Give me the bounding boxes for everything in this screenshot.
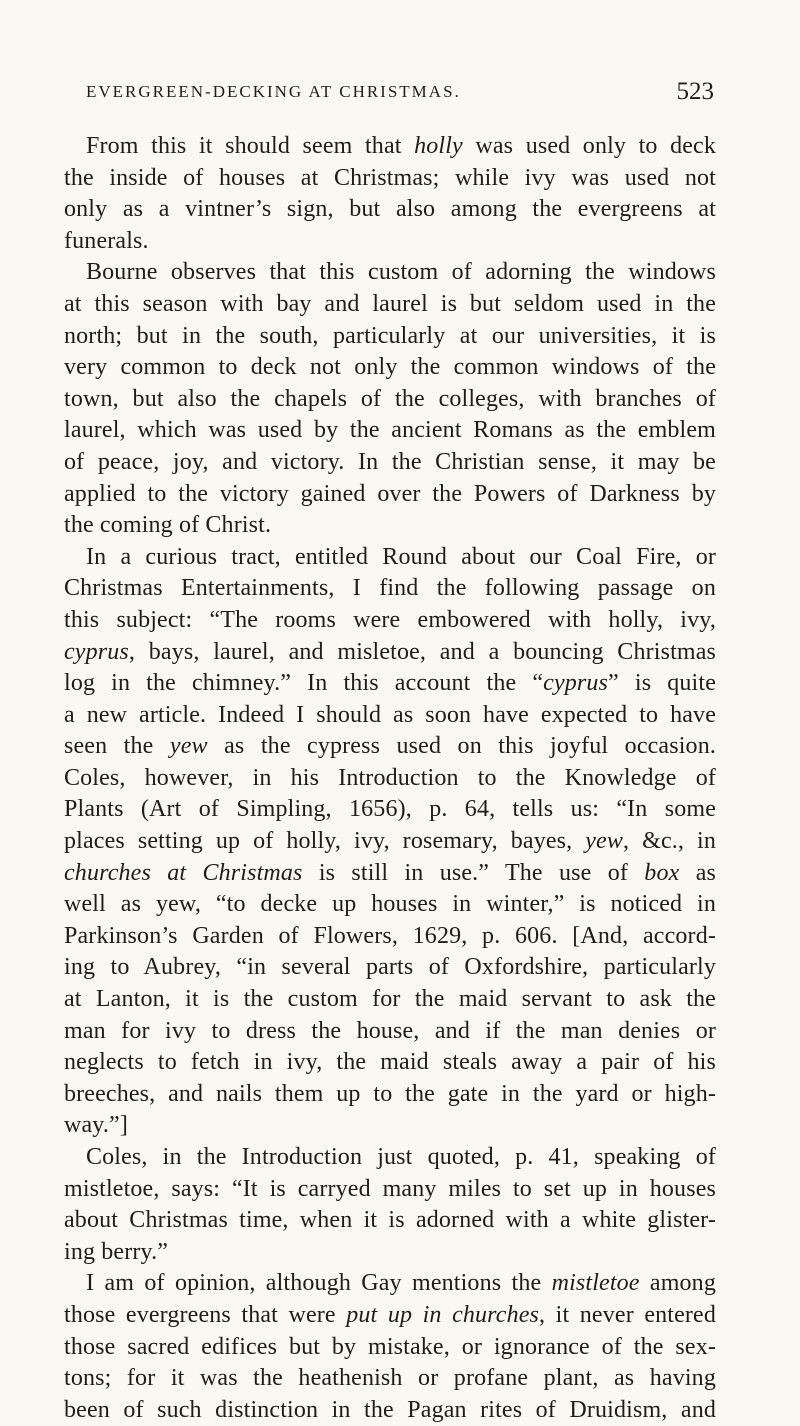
text-line: at this season with bay and laurel is but seldom used in the	[64, 290, 716, 317]
text-line: very common to deck not only the common windows of the	[64, 354, 716, 381]
text-line: Christmas Entertainments, I find the following passage on	[64, 575, 716, 602]
text-line: From this it should seem that holly was used only to deck	[86, 133, 717, 159]
text-line: places setting up of holly, ivy, rosemary, bayes, yew, &c., in	[64, 828, 716, 855]
text-line: this subject: “The rooms were embowered with holly, ivy,	[64, 606, 716, 633]
text-line: log in the chimney.” In this account the “cyprus” is quite	[64, 670, 716, 697]
text-line: In a curious tract, entitled Round about our Coal Fire, or	[86, 543, 716, 570]
text-line: tons; for it was the heathenish or profane plant, as having	[64, 1365, 716, 1392]
text-line: been of such distinction in the Pagan rites of Druidism, and	[64, 1396, 716, 1423]
text-line: I am of opinion, although Gay mentions the mistletoe among	[86, 1270, 716, 1297]
text-line: Coles, however, in his Introduction to the Knowledge of	[64, 764, 716, 791]
text-line: Parkinson’s Garden of Flowers, 1629, p. 606. [And, accord-	[64, 922, 716, 949]
text-line: those evergreens that were put up in churches, it never entered	[64, 1301, 716, 1328]
text-line: Coles, in the Introduction just quoted, p. 41, speaking of	[86, 1144, 716, 1170]
text-line: Plants (Art of Simpling, 1656), p. 64, tells us: “In some	[64, 796, 716, 823]
text-line: town, but also the chapels of the colleges, with branches of	[64, 385, 716, 412]
text-line: mistletoe, says: “It is carryed many miles to set up in houses	[64, 1175, 716, 1202]
body-text	[64, 131, 716, 1426]
running-title: EVERGREEN-DECKING AT CHRISTMAS.	[86, 82, 461, 101]
text-line: ing berry.”	[64, 1238, 169, 1265]
text-line: breeches, and nails them up to the gate in the yard or high-	[64, 1080, 716, 1107]
page-header	[86, 78, 714, 110]
text-line: north; but in the south, particularly at our universities, it is	[64, 322, 716, 349]
text-line: churches at Christmas is still in use.” The use of box as	[64, 859, 716, 886]
text-line: way.”]	[64, 1112, 128, 1139]
text-line: neglects to fetch in ivy, the maid steals away a pair of his	[64, 1049, 716, 1076]
text-line: man for ivy to dress the house, and if the man denies or	[64, 1017, 716, 1044]
text-line: only as a vintner’s sign, but also among the evergreens at	[64, 196, 716, 223]
page-number: 523	[676, 78, 714, 105]
text-line: laurel, which was used by the ancient Romans as the emblem	[64, 417, 716, 444]
text-line: funerals.	[64, 227, 149, 254]
text-line: ing to Aubrey, “in several parts of Oxfordshire, particularly	[64, 954, 716, 981]
text-line: a new article. Indeed I should as soon have expected to have	[64, 701, 716, 728]
text-line: well as yew, “to decke up houses in winter,” is noticed in	[64, 891, 716, 918]
text-line: the coming of Christ.	[64, 512, 272, 539]
text-line: Bourne observes that this custom of adorning the windows	[86, 259, 716, 286]
text-line: about Christmas time, when it is adorned with a white glister-	[64, 1207, 716, 1234]
text-line: at Lanton, it is the custom for the maid servant to ask the	[64, 986, 716, 1013]
text-line: seen the yew as the cypress used on this joyful occasion.	[64, 733, 716, 760]
text-line: those sacred edifices but by mistake, or ignorance of the sex-	[64, 1333, 716, 1360]
text-line: the inside of houses at Christmas; while ivy was used not	[64, 164, 716, 191]
text-line: applied to the victory gained over the Powers of Darkness by	[64, 480, 716, 507]
text-line: cyprus, bays, laurel, and misletoe, and a bouncing Christmas	[64, 638, 716, 665]
text-line: of peace, joy, and victory. In the Christian sense, it may be	[64, 448, 716, 475]
